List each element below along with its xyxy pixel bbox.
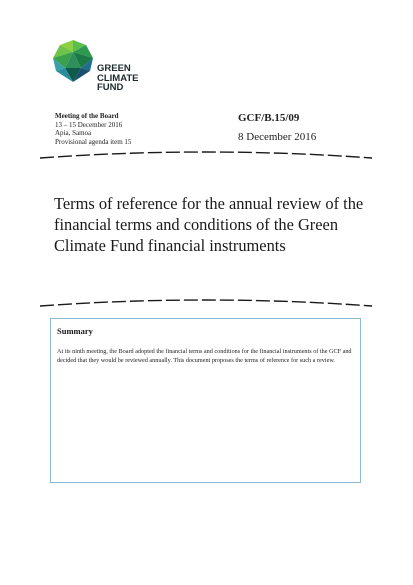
- wave-divider-top: [0, 148, 413, 162]
- gcf-logo: [50, 38, 150, 98]
- document-title: Terms of reference for the annual review of the financial terms and conditions of the Green Climate Fund financial instruments: [54, 194, 364, 255]
- summary-box: [50, 318, 361, 483]
- globe-logo-icon: [50, 38, 96, 84]
- meeting-location: Apia, Samoa: [55, 129, 92, 138]
- logo-line-green: GREEN: [97, 63, 131, 74]
- meeting-dates: 13 – 15 December 2016: [55, 120, 123, 129]
- wave-divider-bottom: [0, 296, 413, 310]
- logo-line-climate: CLIMATE: [97, 72, 139, 84]
- document-id: GCF/B.15/09: [238, 112, 300, 124]
- meeting-info: [55, 112, 131, 146]
- logo-line-fund: FUND: [97, 82, 124, 93]
- meeting-title: Meeting of the Board: [55, 112, 119, 120]
- meeting-agenda: Provisional agenda item 15: [55, 137, 132, 146]
- document-date: 8 December 2016: [238, 131, 317, 143]
- summary-heading: Summary: [57, 326, 93, 336]
- summary-body: At its ninth meeting, the Board adopted the financial terms and conditions for the financial instruments of the GCF and decided that they would be reviewed annually. This document proposes the terms of reference for such a review.: [57, 348, 352, 365]
- logo-wordmark: [97, 64, 139, 93]
